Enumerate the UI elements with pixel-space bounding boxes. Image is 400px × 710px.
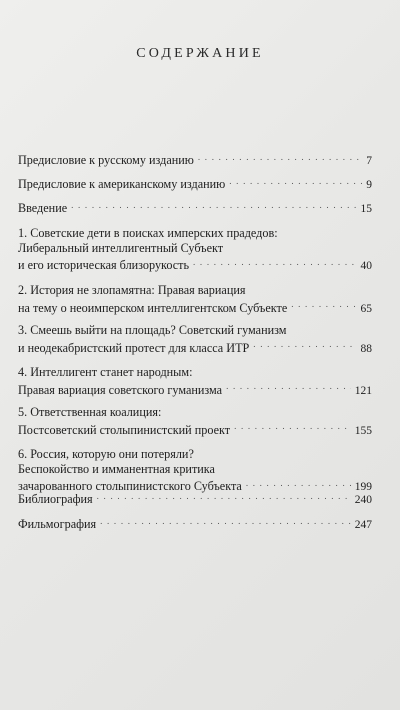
toc-entry-title-line: 6. Россия, которую они потеряли? [18,447,194,461]
toc-entry-title-line: и его историческая близорукость [18,258,190,272]
toc-entry-title: Предисловие к русскому изданию [18,153,194,167]
leader-dots [198,150,362,164]
leader-dots [229,174,362,188]
toc-entry-title-line: зачарованного столыпинистского Субъекта [18,479,242,493]
toc-entry-chapter-3 [18,323,372,356]
toc-entry-chapter-6 [18,447,372,495]
toc-entry-title-line: Правая вариация советского гуманизма [18,382,223,397]
toc-page-number: 9 [366,179,372,191]
leader-dots [291,298,356,312]
toc-page-number: 247 [354,519,372,531]
leader-dots [71,198,356,212]
page-title: СОДЕРЖАНИЕ [136,46,264,61]
leader-dots [100,514,351,528]
toc-page-number: 155 [354,424,372,437]
toc-entry-title-line: и неодекабристский протест для класса ИТР [18,340,250,355]
toc-entry-bibliography [18,489,372,508]
toc-entry-chapter-4 [18,365,372,398]
leader-dots [193,255,356,269]
leader-dots [97,489,351,503]
toc-page-number: 40 [360,260,372,272]
toc-entry-title-line: Либеральный интеллигентный Субъект [18,240,224,255]
toc-entry-chapter-2 [18,283,372,316]
toc-entry-filmography [18,514,372,533]
toc-entry-chapter-1 [18,226,372,274]
toc-entry-title: Библиография [18,492,93,506]
toc-entry-preface-american [18,174,372,193]
toc-entry-chapter-5 [18,405,372,438]
toc-page-number: 7 [366,155,372,167]
toc-entry-title-line: 4. Интеллигент станет народным: [18,365,193,379]
toc-entry-preface-russian [18,150,372,169]
toc-entry-title-line: 1. Советские дети в поисках имперских прадедов: [18,226,278,240]
toc-page-number: 199 [354,481,372,493]
toc-entry-title-line: Постсоветский столыпинистский проект [18,422,231,437]
toc-entry-title: Фильмография [18,517,97,531]
leader-dots [246,476,351,490]
toc-entry-title-line: 5. Ответственная коалиция: [18,405,162,419]
toc-page-number: 15 [360,203,372,215]
toc-page-number: 121 [354,384,372,397]
toc-entry-title-line: на тему о неоимперском интеллигентском Субъекте [18,300,288,315]
toc-page-number: 240 [354,494,372,506]
toc-entry-title: Введение [18,201,68,215]
toc-entry-title: Предисловие к американскому изданию [18,177,226,191]
leader-dots [226,380,351,394]
toc-entry-title-line: 3. Смеешь выйти на площадь? Советский гуманизм [18,323,287,337]
leader-dots [253,338,356,352]
toc-entry-title-line: Беспокойство и имманентная критика [18,461,215,476]
toc-entry-title-line: 2. История не злопамятна: Правая вариация [18,283,246,297]
toc-page-number: 65 [360,302,372,315]
toc-entry-introduction [18,198,372,217]
leader-dots [234,420,351,434]
toc-page-number: 88 [360,342,372,355]
